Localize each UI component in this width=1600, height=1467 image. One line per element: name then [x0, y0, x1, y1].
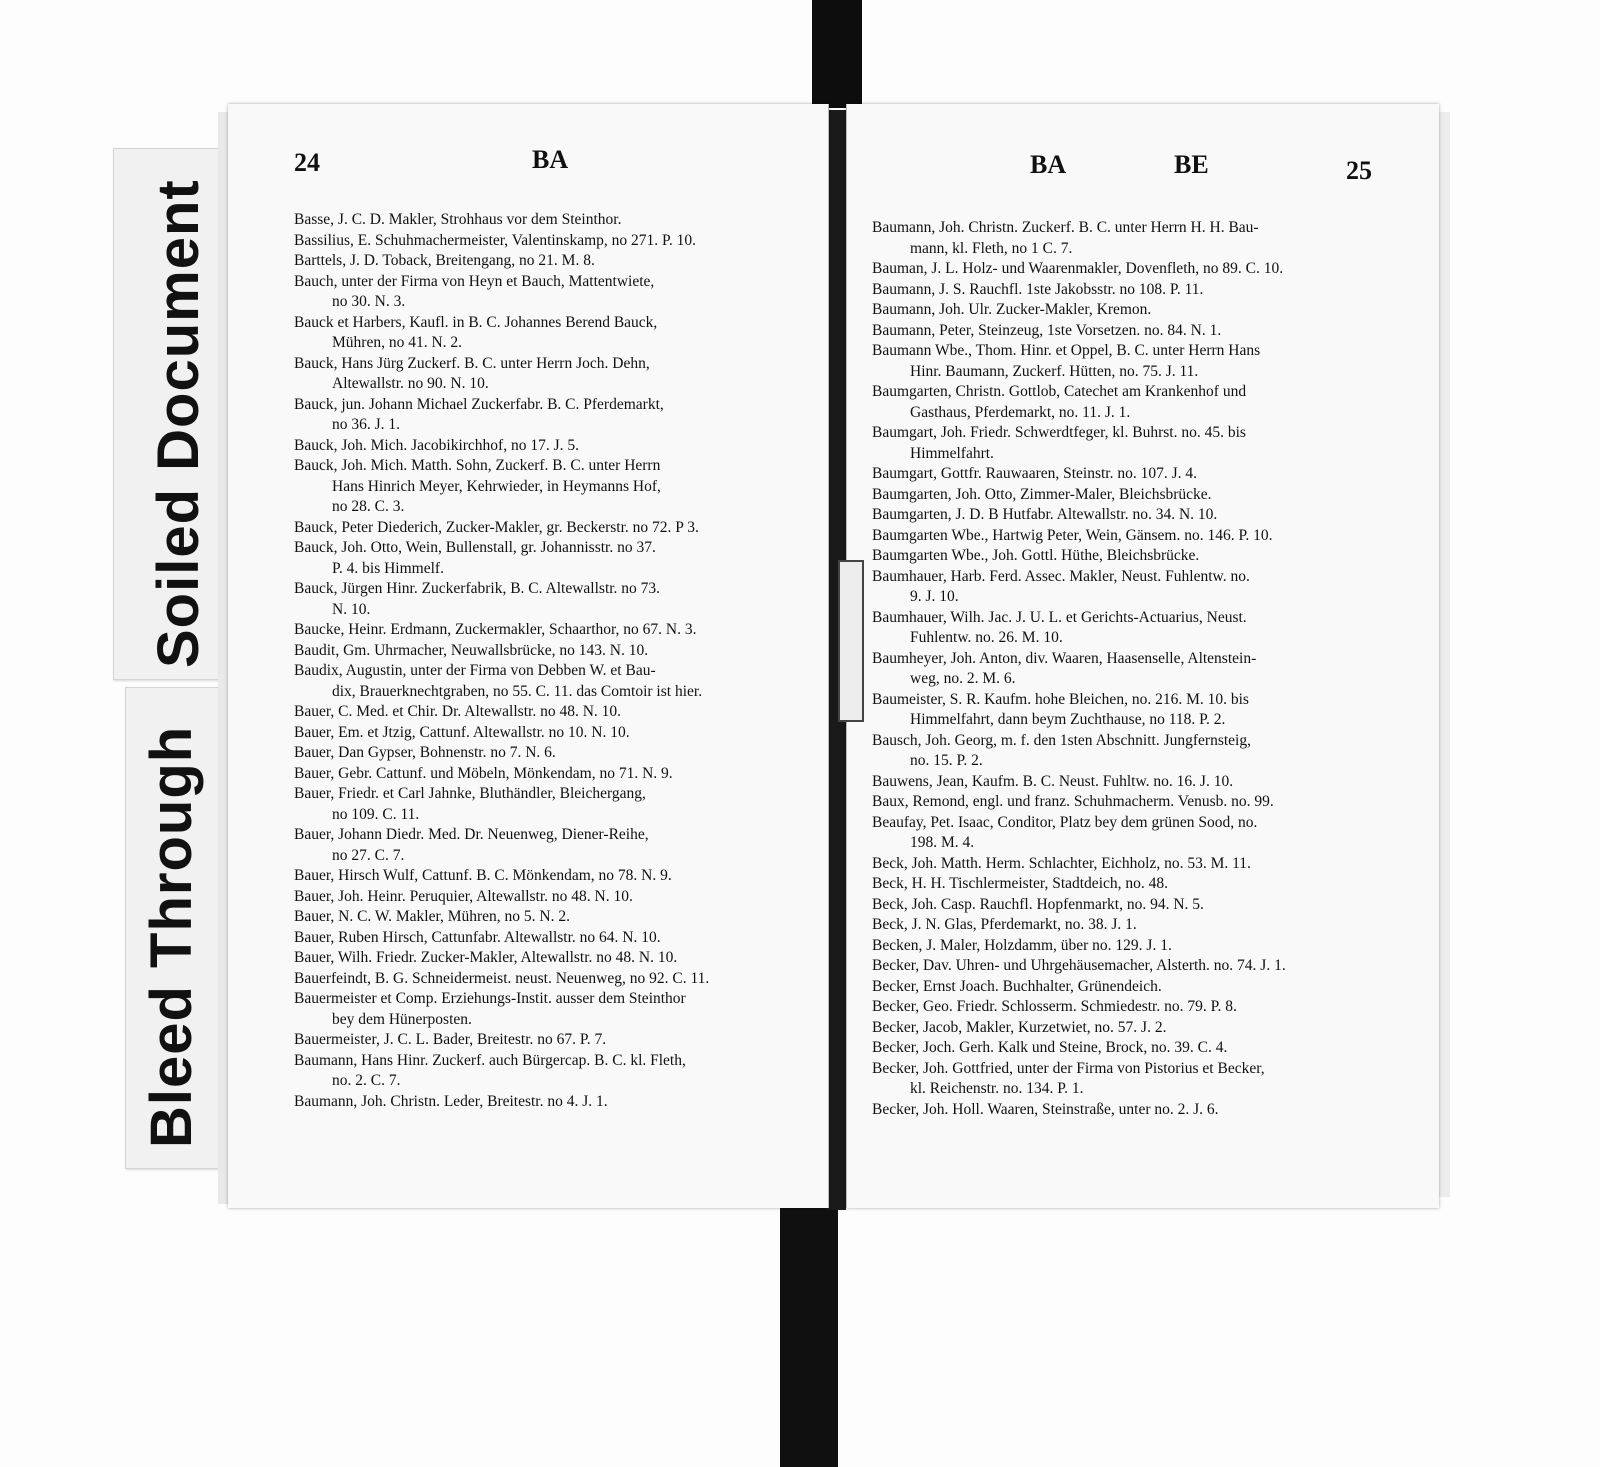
directory-entry: [872, 1038, 1392, 1059]
entry-line: Baumgarten, Joh. Otto, Zimmer-Maler, Bleichsbrücke.: [872, 485, 1212, 503]
entry-line: Beck, H. H. Tischlermeister, Stadtdeich, no. 48.: [872, 875, 1168, 892]
right-page-number: 25: [1346, 156, 1372, 185]
entry-line: Bauwens, Jean, Kaufm. B. C. Neust. Fuhltw. no. 16. J. 10.: [872, 772, 1234, 790]
entry-line: Baumgart, Gottfr. Rauwaaren, Steinstr. no. 107. J. 4.: [872, 465, 1198, 482]
right-page-header-left: BA: [1030, 150, 1067, 179]
left-page-entries: [294, 210, 814, 1112]
directory-entry: [294, 641, 814, 662]
directory-entry: [294, 887, 814, 908]
bleed-through-label: Bleed Through: [139, 725, 204, 1148]
directory-entry: [872, 567, 1392, 608]
entry-line: Bauck, Joh. Mich. Jacobikirchhof, no 17. J. 5.: [294, 436, 579, 454]
directory-entry: [872, 956, 1392, 977]
directory-entry: [294, 969, 814, 990]
directory-entry: [294, 784, 814, 825]
directory-entry: [872, 915, 1392, 936]
entry-line: Bauck, Joh. Mich. Matth. Sohn, Zuckerf. B. C. unter Herrn: [294, 457, 661, 474]
right-page-entries: [872, 218, 1392, 1120]
entry-continuation-line: mann, kl. Fleth, no 1 C. 7.: [910, 239, 1073, 257]
entry-line: Baudit, Gm. Uhrmacher, Neuwallsbrücke, no 143. N. 10.: [294, 641, 649, 659]
directory-entry: [872, 300, 1392, 321]
entry-line: Beck, J. N. Glas, Pferdemarkt, no. 38. J. 1.: [872, 916, 1137, 933]
entry-continuation-line: Himmelfahrt.: [910, 444, 994, 462]
entry-continuation-line: no 27. C. 7.: [332, 846, 405, 864]
directory-entry: [294, 313, 814, 354]
directory-entry: [294, 825, 814, 866]
directory-entry: [294, 723, 814, 744]
entry-line: Baumheyer, Joh. Anton, div. Waaren, Haasenselle, Altenstein-: [872, 649, 1257, 667]
entry-line: Becker, Geo. Friedr. Schlosserm. Schmiedestr. no. 79. P. 8.: [872, 998, 1237, 1015]
entry-line: Bauer, N. C. W. Makler, Mühren, no 5. N. 2.: [294, 908, 571, 925]
entry-line: Bauer, Gebr. Cattunf. und Möbeln, Mönkendam, no 71. N. 9.: [294, 764, 673, 782]
entry-line: Basse, J. C. D. Makler, Strohhaus vor dem Steinthor.: [294, 211, 622, 228]
directory-entry: [294, 928, 814, 949]
entry-line: Bauck, jun. Johann Michael Zuckerfabr. B. C. Pferdemarkt,: [294, 395, 664, 413]
directory-entry: [872, 218, 1392, 259]
library-stamp: [838, 560, 864, 722]
entry-line: Baumhauer, Wilh. Jac. J. U. L. et Gerichts-Actuarius, Neust.: [872, 608, 1247, 626]
entry-line: Becker, Dav. Uhren- und Uhrgehäusemacher, Alsterth. no. 74. J. 1.: [872, 957, 1286, 974]
directory-entry: [872, 423, 1392, 464]
entry-line: Baudix, Augustin, unter der Firma von Debben W. et Bau-: [294, 662, 656, 679]
entry-line: Baumann, Joh. Christn. Leder, Breitestr. no 4. J. 1.: [294, 1092, 608, 1110]
entry-line: Baumann, Joh. Christn. Zuckerf. B. C. unter Herrn H. H. Bau-: [872, 219, 1259, 236]
entry-line: Becker, Jacob, Makler, Kurzetwiet, no. 57. J. 2.: [872, 1018, 1167, 1036]
entry-line: Becker, Joh. Holl. Waaren, Steinstraße, unter no. 2. J. 6.: [872, 1100, 1219, 1118]
entry-line: Becker, Ernst Joach. Buchhalter, Grünendeich.: [872, 977, 1162, 995]
entry-continuation-line: no 28. C. 3.: [332, 498, 405, 515]
entry-line: Baumhauer, Harb. Ferd. Assec. Makler, Neust. Fuhlentw. no.: [872, 567, 1250, 585]
entry-line: Becker, Joh. Gottfried, unter der Firma von Pistorius et Becker,: [872, 1059, 1265, 1077]
entry-line: Becken, J. Maler, Holzdamm, über no. 129. J. 1.: [872, 936, 1172, 954]
directory-entry: [294, 989, 814, 1030]
binding-strip-top: [812, 0, 862, 108]
directory-entry: [294, 702, 814, 723]
directory-entry: [872, 792, 1392, 813]
entry-line: Baumgarten Wbe., Hartwig Peter, Wein, Gänsem. no. 146. P. 10.: [872, 526, 1273, 544]
directory-entry: [294, 1092, 814, 1113]
directory-entry: [872, 382, 1392, 423]
directory-entry: [872, 895, 1392, 916]
soiled-document-label: Soiled Document: [146, 179, 211, 668]
directory-entry: [294, 866, 814, 887]
entry-line: Baumann Wbe., Thom. Hinr. et Oppel, B. C. unter Herrn Hans: [872, 342, 1261, 359]
directory-entry: [872, 813, 1392, 854]
directory-entry: [294, 231, 814, 252]
directory-entry: [872, 854, 1392, 875]
directory-entry: [294, 354, 814, 395]
entry-line: Bassilius, E. Schuhmachermeister, Valentinskamp, no 271. P. 10.: [294, 231, 697, 249]
entry-line: Baumann, Joh. Ulr. Zucker-Makler, Kremon.: [872, 301, 1152, 318]
entry-line: Baumann, Peter, Steinzeug, 1ste Vorsetzen. no. 84. N. 1.: [872, 321, 1222, 339]
entry-line: Bauer, Johann Diedr. Med. Dr. Neuenweg, Diener-Reihe,: [294, 826, 649, 843]
directory-entry: [294, 579, 814, 620]
entry-line: Bauch, unter der Firma von Heyn et Bauch, Mattentwiete,: [294, 272, 655, 290]
entry-line: Baumgart, Joh. Friedr. Schwerdtfeger, kl. Buhrst. no. 45. bis: [872, 424, 1246, 441]
directory-entry: [872, 690, 1392, 731]
entry-line: Bauer, Friedr. et Carl Jahnke, Bluthändler, Bleichergang,: [294, 785, 646, 802]
directory-entry: [872, 731, 1392, 772]
left-page-number: 24: [294, 148, 320, 177]
directory-entry: [872, 546, 1392, 567]
directory-entry: [294, 620, 814, 641]
entry-line: Beck, Joh. Casp. Rauchfl. Hopfenmarkt, no. 94. N. 5.: [872, 895, 1204, 913]
entry-line: Bauck, Joh. Otto, Wein, Bullenstall, gr. Johannisstr. no 37.: [294, 539, 656, 556]
entry-continuation-line: N. 10.: [332, 600, 371, 618]
directory-entry: [872, 280, 1392, 301]
entry-line: Beck, Joh. Matth. Herm. Schlachter, Eichholz, no. 53. M. 11.: [872, 854, 1251, 872]
directory-entry: [294, 251, 814, 272]
entry-continuation-line: no. 2. C. 7.: [332, 1072, 401, 1089]
directory-entry: [294, 518, 814, 539]
entry-continuation-line: bey dem Hünerposten.: [332, 1010, 472, 1028]
entry-continuation-line: no 109. C. 11.: [332, 805, 420, 823]
entry-continuation-line: Mühren, no 41. N. 2.: [332, 334, 463, 351]
directory-entry: [872, 977, 1392, 998]
directory-entry: [872, 321, 1392, 342]
entry-continuation-line: Hans Hinrich Meyer, Kehrwieder, in Heymanns Hof,: [332, 477, 661, 495]
directory-entry: [872, 1018, 1392, 1039]
directory-entry: [872, 464, 1392, 485]
entry-continuation-line: dix, Brauerknechtgraben, no 55. C. 11. das Comtoir ist hier.: [332, 682, 703, 700]
directory-entry: [294, 948, 814, 969]
entry-line: Bauermeister, J. C. L. Bader, Breitestr. no 67. P. 7.: [294, 1031, 607, 1048]
entry-line: Barttels, J. D. Toback, Breitengang, no 21. M. 8.: [294, 252, 595, 269]
entry-line: Beaufay, Pet. Isaac, Conditor, Platz bey dem grünen Sood, no.: [872, 813, 1258, 831]
entry-continuation-line: no 36. J. 1.: [332, 416, 401, 433]
entry-line: Bauer, C. Med. et Chir. Dr. Altewallstr. no 48. N. 10.: [294, 703, 622, 720]
entry-continuation-line: no. 15. P. 2.: [910, 752, 983, 769]
directory-entry: [294, 764, 814, 785]
binding-strip-bottom: [780, 1190, 838, 1467]
directory-entry: [294, 907, 814, 928]
entry-line: Bauer, Hirsch Wulf, Cattunf. B. C. Mönkendam, no 78. N. 9.: [294, 867, 672, 884]
entry-line: Bauer, Ruben Hirsch, Cattunfabr. Altewallstr. no 64. N. 10.: [294, 928, 661, 946]
left-page-header: BA: [532, 145, 569, 174]
directory-entry: [872, 772, 1392, 793]
directory-entry: [872, 505, 1392, 526]
directory-entry: [872, 874, 1392, 895]
entry-line: Bauman, J. L. Holz- und Waarenmakler, Dovenfleth, no 89. C. 10.: [872, 260, 1284, 277]
entry-line: Baumann, Hans Hinr. Zuckerf. auch Bürgercap. B. C. kl. Fleth,: [294, 1051, 686, 1069]
entry-continuation-line: kl. Reichenstr. no. 134. P. 1.: [910, 1080, 1084, 1097]
entry-continuation-line: Fuhlentw. no. 26. M. 10.: [910, 629, 1063, 646]
entry-line: Bauerfeindt, B. G. Schneidermeist. neust. Neuenweg, no 92. C. 11.: [294, 969, 710, 987]
directory-entry: [294, 1051, 814, 1092]
directory-entry: [872, 485, 1392, 506]
entry-line: Bauck et Harbers, Kaufl. in B. C. Johannes Berend Bauck,: [294, 313, 658, 331]
entry-continuation-line: Hinr. Baumann, Zuckerf. Hütten, no. 75. J. 11.: [910, 362, 1199, 380]
entry-line: Baux, Remond, engl. und franz. Schuhmacherm. Venusb. no. 99.: [872, 793, 1274, 810]
entry-line: Bauck, Peter Diederich, Zucker-Makler, gr. Beckerstr. no 72. P 3.: [294, 518, 699, 536]
entry-continuation-line: weg, no. 2. M. 6.: [910, 670, 1016, 687]
directory-entry: [294, 538, 814, 579]
entry-line: Baumann, J. S. Rauchfl. 1ste Jakobsstr. no 108. P. 11.: [872, 280, 1204, 298]
entry-line: Bauer, Em. et Jtzig, Cattunf. Altewallstr. no 10. N. 10.: [294, 723, 630, 741]
entry-line: Bauck, Jürgen Hinr. Zuckerfabrik, B. C. Altewallstr. no 73.: [294, 580, 661, 597]
entry-line: Baucke, Heinr. Erdmann, Zuckermakler, Schaarthor, no 67. N. 3.: [294, 621, 697, 638]
directory-entry: [872, 526, 1392, 547]
entry-continuation-line: no 30. N. 3.: [332, 293, 406, 310]
directory-entry: [294, 1030, 814, 1051]
entry-line: Baumgarten, J. D. B Hutfabr. Altewallstr. no. 34. N. 10.: [872, 506, 1218, 523]
directory-entry: [872, 997, 1392, 1018]
right-page-edge: [1438, 112, 1450, 1197]
directory-entry: [872, 1100, 1392, 1121]
entry-line: Baumgarten, Christn. Gottlob, Catechet am Krankenhof und: [872, 383, 1247, 400]
directory-entry: [294, 456, 814, 518]
entry-line: Bauermeister et Comp. Erziehungs-Instit. ausser dem Steinthor: [294, 990, 686, 1007]
entry-continuation-line: Gasthaus, Pferdemarkt, no. 11. J. 1.: [910, 403, 1131, 421]
entry-continuation-line: 9. J. 10.: [910, 588, 959, 605]
directory-entry: [872, 259, 1392, 280]
entry-line: Bauer, Dan Gypser, Bohnenstr. no 7. N. 6.: [294, 744, 556, 761]
entry-line: Bausch, Joh. Georg, m. f. den 1sten Abschnitt. Jungfernsteig,: [872, 731, 1251, 749]
entry-line: Baumgarten Wbe., Joh. Gottl. Hüthe, Bleichsbrücke.: [872, 547, 1200, 564]
directory-entry: [872, 936, 1392, 957]
entry-continuation-line: P. 4. bis Himmelf.: [332, 559, 444, 577]
entry-line: Bauer, Wilh. Friedr. Zucker-Makler, Altewallstr. no 48. N. 10.: [294, 949, 678, 966]
directory-entry: [872, 649, 1392, 690]
entry-continuation-line: 198. M. 4.: [910, 834, 975, 851]
entry-continuation-line: Himmelfahrt, dann beym Zuchthause, no 118. P. 2.: [910, 711, 1226, 728]
directory-entry: [872, 608, 1392, 649]
entry-continuation-line: Altewallstr. no 90. N. 10.: [332, 375, 489, 392]
directory-entry: [294, 743, 814, 764]
right-page-header-right: BE: [1174, 150, 1209, 179]
directory-entry: [872, 1059, 1392, 1100]
entry-line: Becker, Joch. Gerh. Kalk und Steine, Brock, no. 39. C. 4.: [872, 1039, 1228, 1056]
entry-line: Baumeister, S. R. Kaufm. hohe Bleichen, no. 216. M. 10. bis: [872, 690, 1249, 708]
directory-entry: [294, 395, 814, 436]
directory-entry: [294, 272, 814, 313]
directory-entry: [294, 210, 814, 231]
entry-line: Bauer, Joh. Heinr. Peruquier, Altewallstr. no 48. N. 10.: [294, 887, 633, 905]
directory-entry: [294, 436, 814, 457]
directory-entry: [294, 661, 814, 702]
directory-entry: [872, 341, 1392, 382]
entry-line: Bauck, Hans Jürg Zuckerf. B. C. unter Herrn Joch. Dehn,: [294, 354, 650, 372]
